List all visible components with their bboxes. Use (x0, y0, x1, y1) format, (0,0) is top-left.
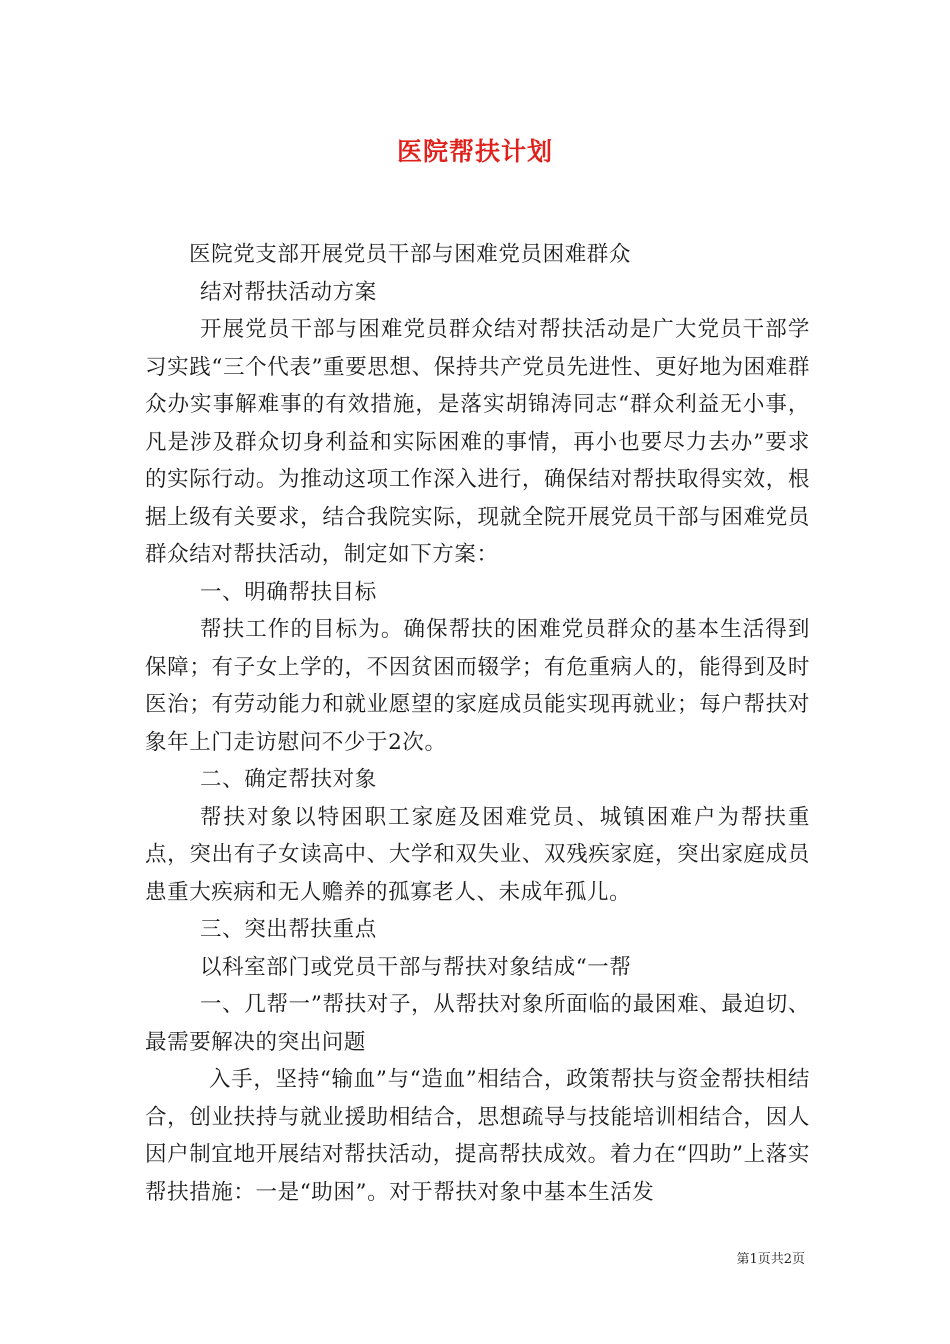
paragraph-focus-3: 入手，坚持“输血”与“造血”相结合，政策帮扶与资金帮扶相结合，创业扶持与就业援助相结合，思想疏导与技能培训相结合，因人因户制宜地开展结对帮扶活动，提高帮扶成效。着力在“四助”上落实帮扶措施：一是“助困”。对于帮扶对象中基本生活发 (145, 1067, 810, 1205)
paragraph-focus-1: 以科室部门或党员干部与帮扶对象结成“一帮 (200, 954, 632, 980)
document-body (145, 236, 810, 1211)
paragraph-targets: 帮扶对象以特困职工家庭及困难党员、城镇困难户为帮扶重点，突出有子女读高中、大学和双失业、双残疾家庭，突出家庭成员患重大疾病和无人赡养的孤寡老人、未成年孤儿。 (145, 804, 810, 905)
page-indicator: 第1页共2页 (736, 1252, 805, 1267)
paragraph-intro: 开展党员干部与困难党员群众结对帮扶活动是广大党员干部学习实践“三个代表”重要思想、保持共产党员先进性、更好地为困难群众办实事解难事的有效措施，是落实胡锦涛同志“群众利益无小事，凡是涉及群众切身利益和实际困难的事情，再小也要尽力去办”要求的实际行动。为推动这项工作深入进行，确保结对帮扶取得实效，根据上级有关要求，结合我院实际，现就全院开展党员干部与困难党员群众结对帮扶活动，制定如下方案： (145, 317, 810, 567)
section-heading-3: 三、突出帮扶重点 (200, 917, 377, 942)
document-title: 医院帮扶计划 (396, 137, 553, 166)
paragraph-subtitle-line-2: 结对帮扶活动方案 (200, 279, 377, 305)
paragraph-subtitle-line-1: 医院党支部开展党员干部与困难党员困难群众 (189, 242, 632, 267)
section-heading-2: 二、确定帮扶对象 (200, 767, 377, 792)
section-heading-1: 一、明确帮扶目标 (200, 579, 377, 605)
paragraph-goals: 帮扶工作的目标为。确保帮扶的困难党员群众的基本生活得到保障；有子女上学的，不因贫困而辍学；有危重病人的，能得到及时医治；有劳动能力和就业愿望的家庭成员能实现再就业；每户帮扶对象年上门走访慰问不少于2次。 (145, 617, 810, 755)
paragraph-focus-2: 一、几帮一”帮扶对子，从帮扶对象所面临的最困难、最迫切、最需要解决的突出问题 (145, 992, 810, 1055)
